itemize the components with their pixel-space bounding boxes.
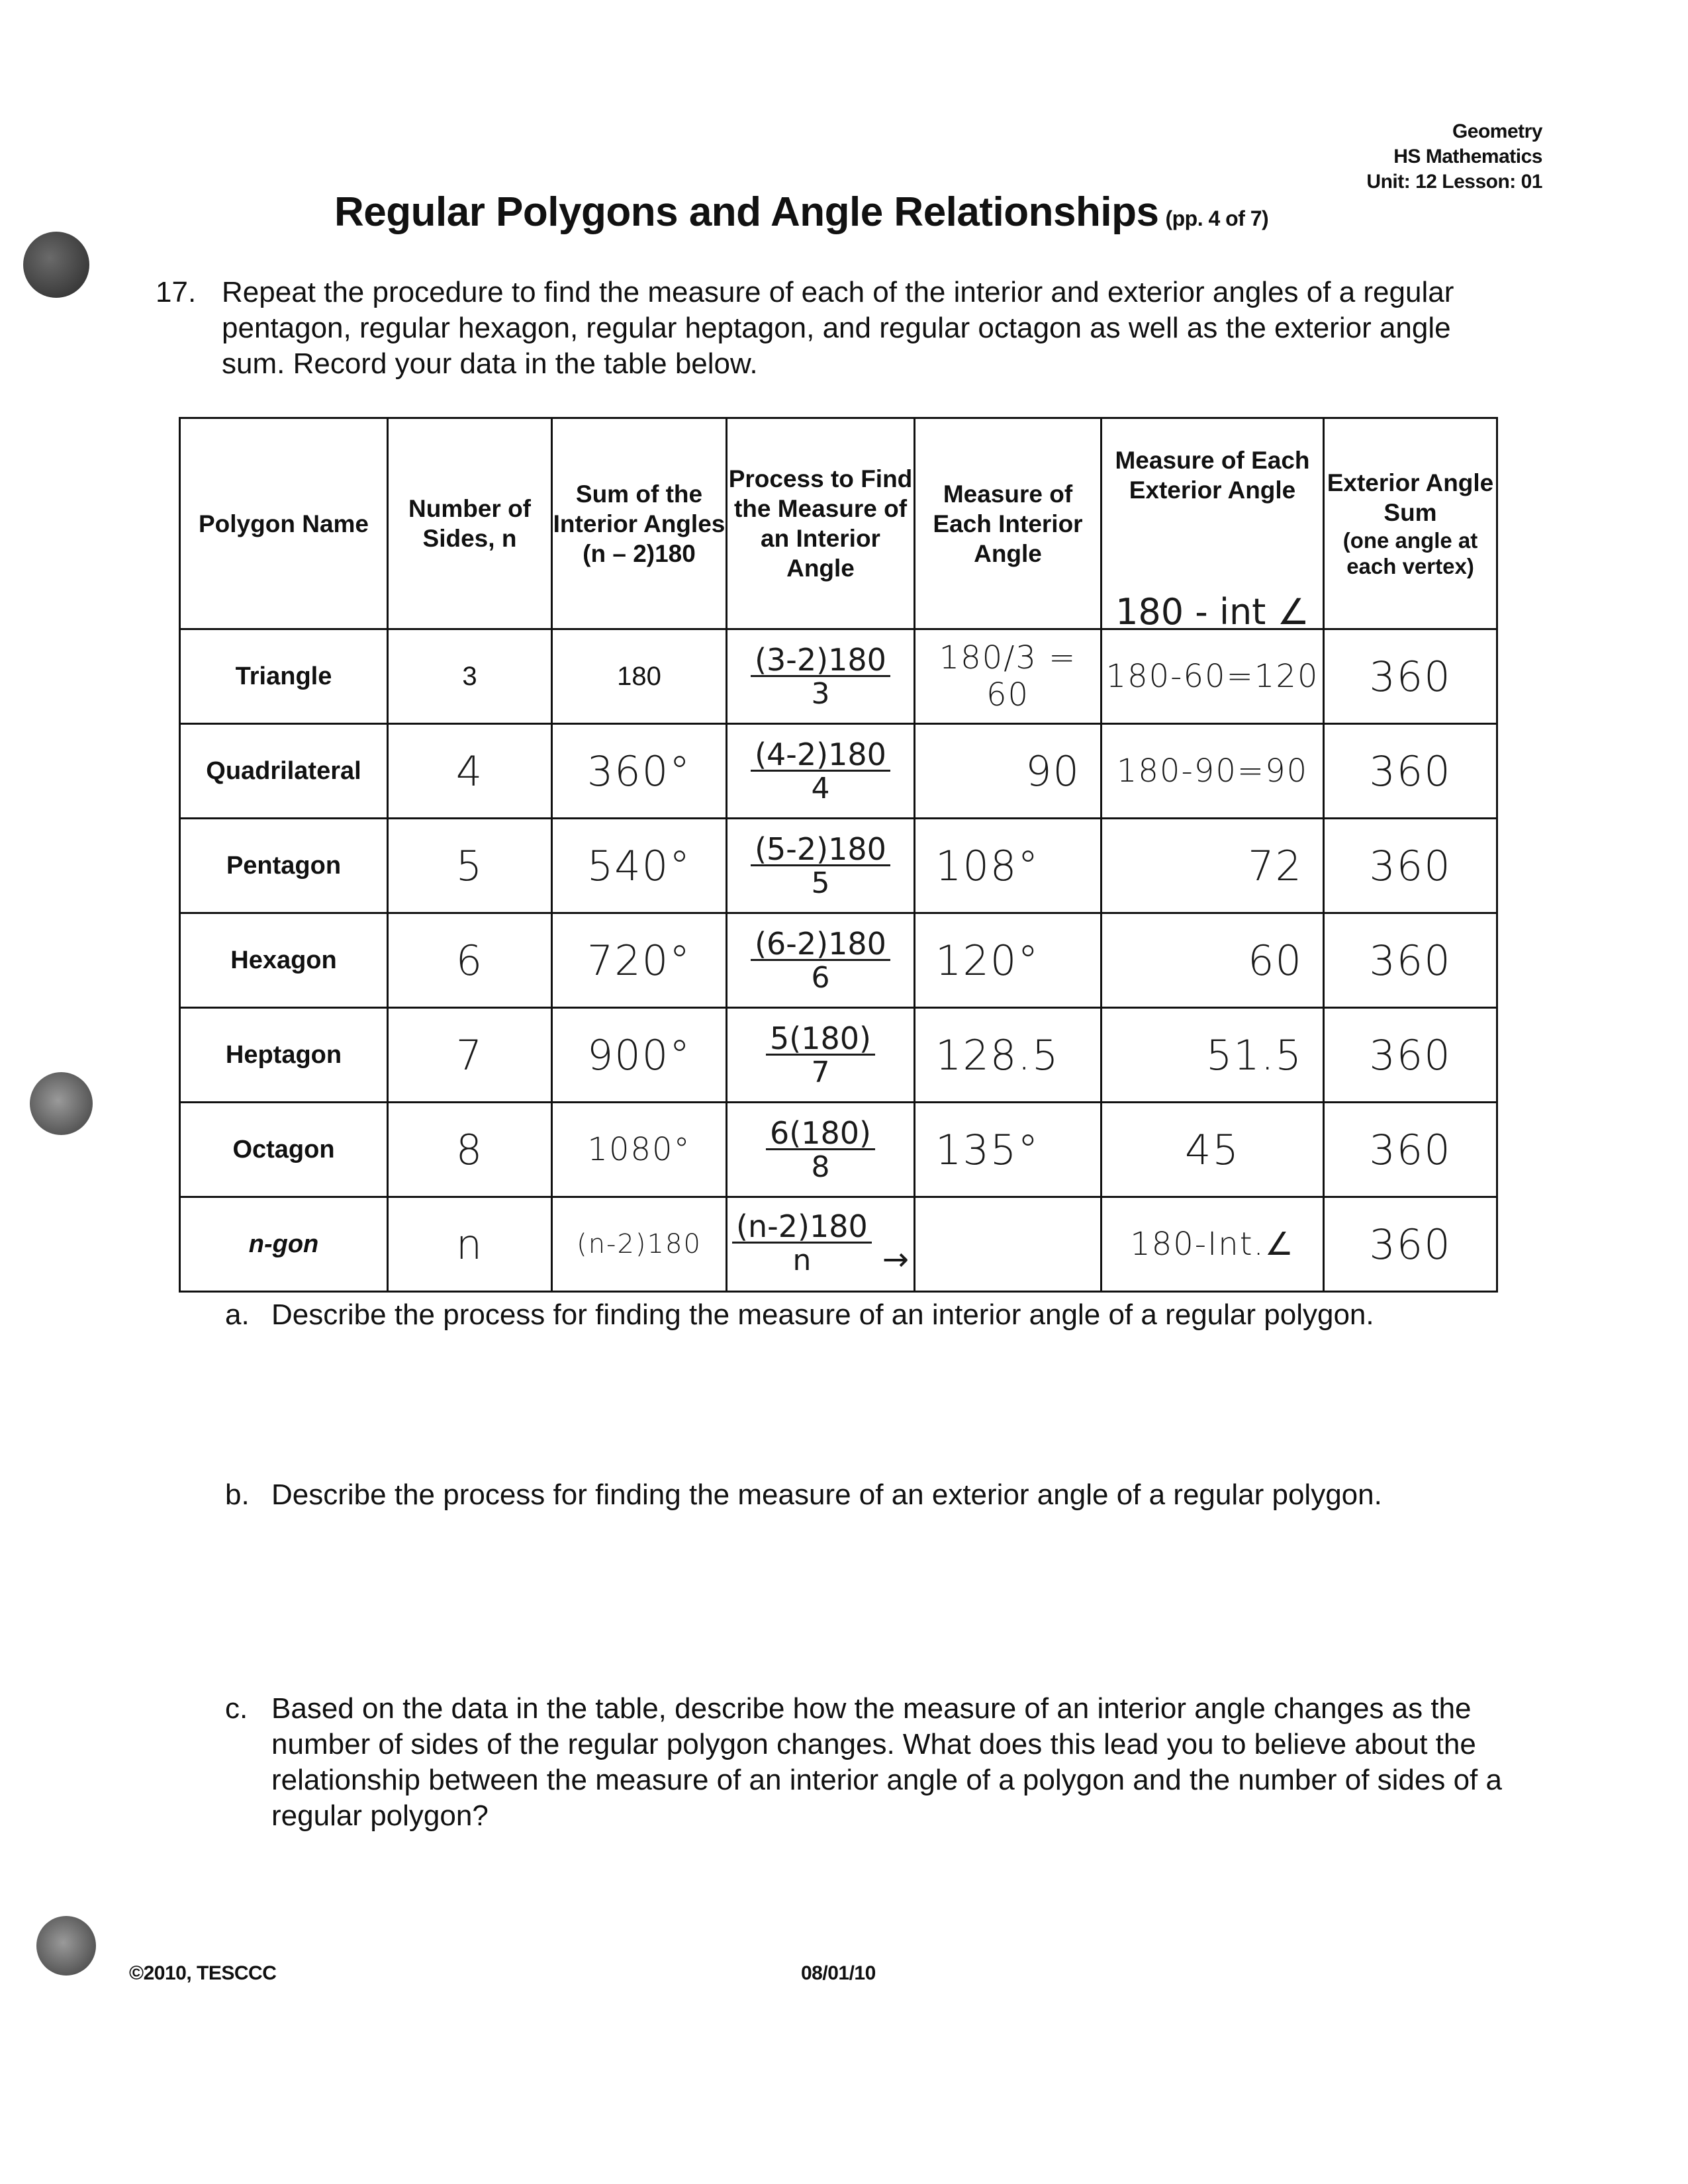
cell-exterior-angle: 60 (1102, 913, 1324, 1008)
cell-interior-sum: 900° (552, 1008, 727, 1103)
part-b-text: Describe the process for finding the measure of an exterior angle of a regular polygon. (271, 1479, 1382, 1511)
cell-exterior-angle: 180-60=120 (1102, 629, 1324, 724)
process-denominator: 7 (811, 1055, 830, 1089)
polygon-data-table (179, 417, 1498, 1293)
table-row-quadrilateral (180, 724, 1497, 819)
cell-interior-angle: 120° (915, 913, 1102, 1008)
cell-interior-sum: 180 (552, 629, 727, 724)
cell-polygon-name: Heptagon (180, 1008, 388, 1103)
title-pages: (pp. 4 of 7) (1165, 206, 1269, 230)
cell-exterior-angle: 180-Int.∠ (1102, 1197, 1324, 1292)
cell-sides: 7 (388, 1008, 552, 1103)
punch-hole-middle (30, 1072, 93, 1135)
title-main: Regular Polygons and Angle Relationships (334, 189, 1159, 235)
cell-process (727, 913, 915, 1008)
part-a-text: Describe the process for finding the measure of an interior angle of a regular polygon. (271, 1298, 1374, 1331)
punch-hole-top (23, 232, 89, 298)
cell-interior-angle: 108° (915, 819, 1102, 913)
cell-sides: 3 (388, 629, 552, 724)
table-row-triangle (180, 629, 1497, 724)
cell-process (727, 819, 915, 913)
part-a-label: a. (225, 1298, 250, 1331)
cell-sides: 4 (388, 724, 552, 819)
punch-hole-bottom (36, 1916, 96, 1976)
cell-process (727, 1008, 915, 1103)
process-numerator: 6(180) (766, 1118, 875, 1150)
cell-exterior-sum: 360 (1324, 819, 1497, 913)
cell-interior-sum: 720° (552, 913, 727, 1008)
cell-sides: 8 (388, 1103, 552, 1197)
table-row-pentagon (180, 819, 1497, 913)
cell-interior-angle: 128.5 (915, 1008, 1102, 1103)
cell-exterior-sum: 360 (1324, 1103, 1497, 1197)
process-numerator: (6-2)180 (751, 929, 890, 961)
cell-exterior-sum: 360 (1324, 1197, 1497, 1292)
process-denominator: 5 (811, 866, 830, 900)
process-denominator: 4 (811, 771, 830, 805)
table-row-hexagon (180, 913, 1497, 1008)
cell-polygon-name: Quadrilateral (180, 724, 388, 819)
process-denominator: 8 (811, 1150, 830, 1184)
handwritten-exterior-note: 180 - int ∠ (1115, 591, 1309, 633)
cell-interior-sum: 1080° (552, 1103, 727, 1197)
subject-label: Geometry (1452, 120, 1542, 142)
process-denominator: 3 (811, 676, 830, 711)
cell-exterior-angle: 72 (1102, 819, 1324, 913)
cell-interior-angle: 90 (915, 724, 1102, 819)
cell-process (727, 1197, 915, 1292)
cell-interior-sum: 360° (552, 724, 727, 819)
table-row-octagon (180, 1103, 1497, 1197)
unit-lesson-label: Unit: 12 Lesson: 01 (1366, 171, 1542, 193)
cell-exterior-sum: 360 (1324, 629, 1497, 724)
header-sum-interior-label: Sum of the Interior Angles (553, 480, 726, 537)
header-each-exterior-label: Measure of Each Exterior Angle (1115, 447, 1310, 504)
footer-date: 08/01/10 (801, 1962, 876, 1984)
arrow-mark: → (882, 1240, 909, 1278)
cell-sides: 6 (388, 913, 552, 1008)
footer-copyright: ©2010, TESCCC (129, 1962, 277, 1984)
cell-interior-angle: 135° (915, 1103, 1102, 1197)
cell-process (727, 629, 915, 724)
cell-sides: 5 (388, 819, 552, 913)
header-exterior-sum (1324, 418, 1497, 629)
part-c-label: c. (225, 1692, 248, 1725)
cell-exterior-angle: 45 (1102, 1103, 1324, 1197)
cell-polygon-name: Hexagon (180, 913, 388, 1008)
process-denominator: 6 (811, 960, 830, 995)
table-row-heptagon (180, 1008, 1497, 1103)
cell-sides: n (388, 1197, 552, 1292)
course-header (1366, 119, 1542, 195)
cell-exterior-sum: 360 (1324, 724, 1497, 819)
course-label: HS Mathematics (1393, 146, 1542, 167)
cell-process (727, 1103, 915, 1197)
header-process: Process to Find the Measure of an Interior Angle (727, 418, 915, 629)
header-exterior-sum-label: Exterior Angle Sum (1327, 469, 1494, 526)
cell-polygon-name: Octagon (180, 1103, 388, 1197)
cell-exterior-sum: 360 (1324, 913, 1497, 1008)
header-polygon-name: Polygon Name (180, 418, 388, 629)
cell-polygon-name: Triangle (180, 629, 388, 724)
part-b-label: b. (225, 1479, 250, 1511)
cell-interior-sum: 540° (552, 819, 727, 913)
part-c-text: Based on the data in the table, describe how the measure of an interior angle changes as the number of sides of the regular polygon changes. What does this lead you to believe about the relationship between the measure of an interior angle of a polygon and the number of sides of a regular polygon? (271, 1692, 1502, 1832)
cell-interior-angle (915, 1197, 1102, 1292)
cell-exterior-angle: 180-90=90 (1102, 724, 1324, 819)
cell-interior-sum: (n-2)180 (552, 1197, 727, 1292)
process-numerator: (3-2)180 (751, 645, 890, 677)
header-sum-interior (552, 418, 727, 629)
process-numerator: (5-2)180 (751, 834, 890, 866)
cell-process (727, 724, 915, 819)
header-sum-interior-formula: (n – 2)180 (583, 539, 696, 567)
table-row-n-gon (180, 1197, 1497, 1292)
question-text: Repeat the procedure to find the measure of each of the interior and exterior angles of a regular pentagon, regular hexagon, regular heptagon, and regular octagon as well as the exterior angle sum. Record your data in the table below. (222, 276, 1454, 380)
process-numerator: (n-2)180 (732, 1211, 872, 1244)
process-numerator: (4-2)180 (751, 739, 890, 772)
question-number: 17. (156, 276, 197, 308)
header-each-exterior (1102, 418, 1324, 633)
cell-interior-angle: 180/3 = 60 (915, 629, 1102, 724)
page-title (334, 189, 1268, 236)
process-denominator: n (792, 1243, 812, 1277)
process-numerator: 5(180) (766, 1023, 875, 1056)
cell-exterior-angle: 51.5 (1102, 1008, 1324, 1103)
header-number-of-sides: Number of Sides, n (388, 418, 552, 629)
cell-polygon-name: Pentagon (180, 819, 388, 913)
cell-polygon-name: n-gon (180, 1197, 388, 1292)
cell-exterior-sum: 360 (1324, 1008, 1497, 1103)
header-exterior-sum-note: (one angle at each vertex) (1342, 528, 1478, 578)
header-each-interior: Measure of Each Interior Angle (915, 418, 1102, 629)
table-header-row (180, 418, 1497, 629)
